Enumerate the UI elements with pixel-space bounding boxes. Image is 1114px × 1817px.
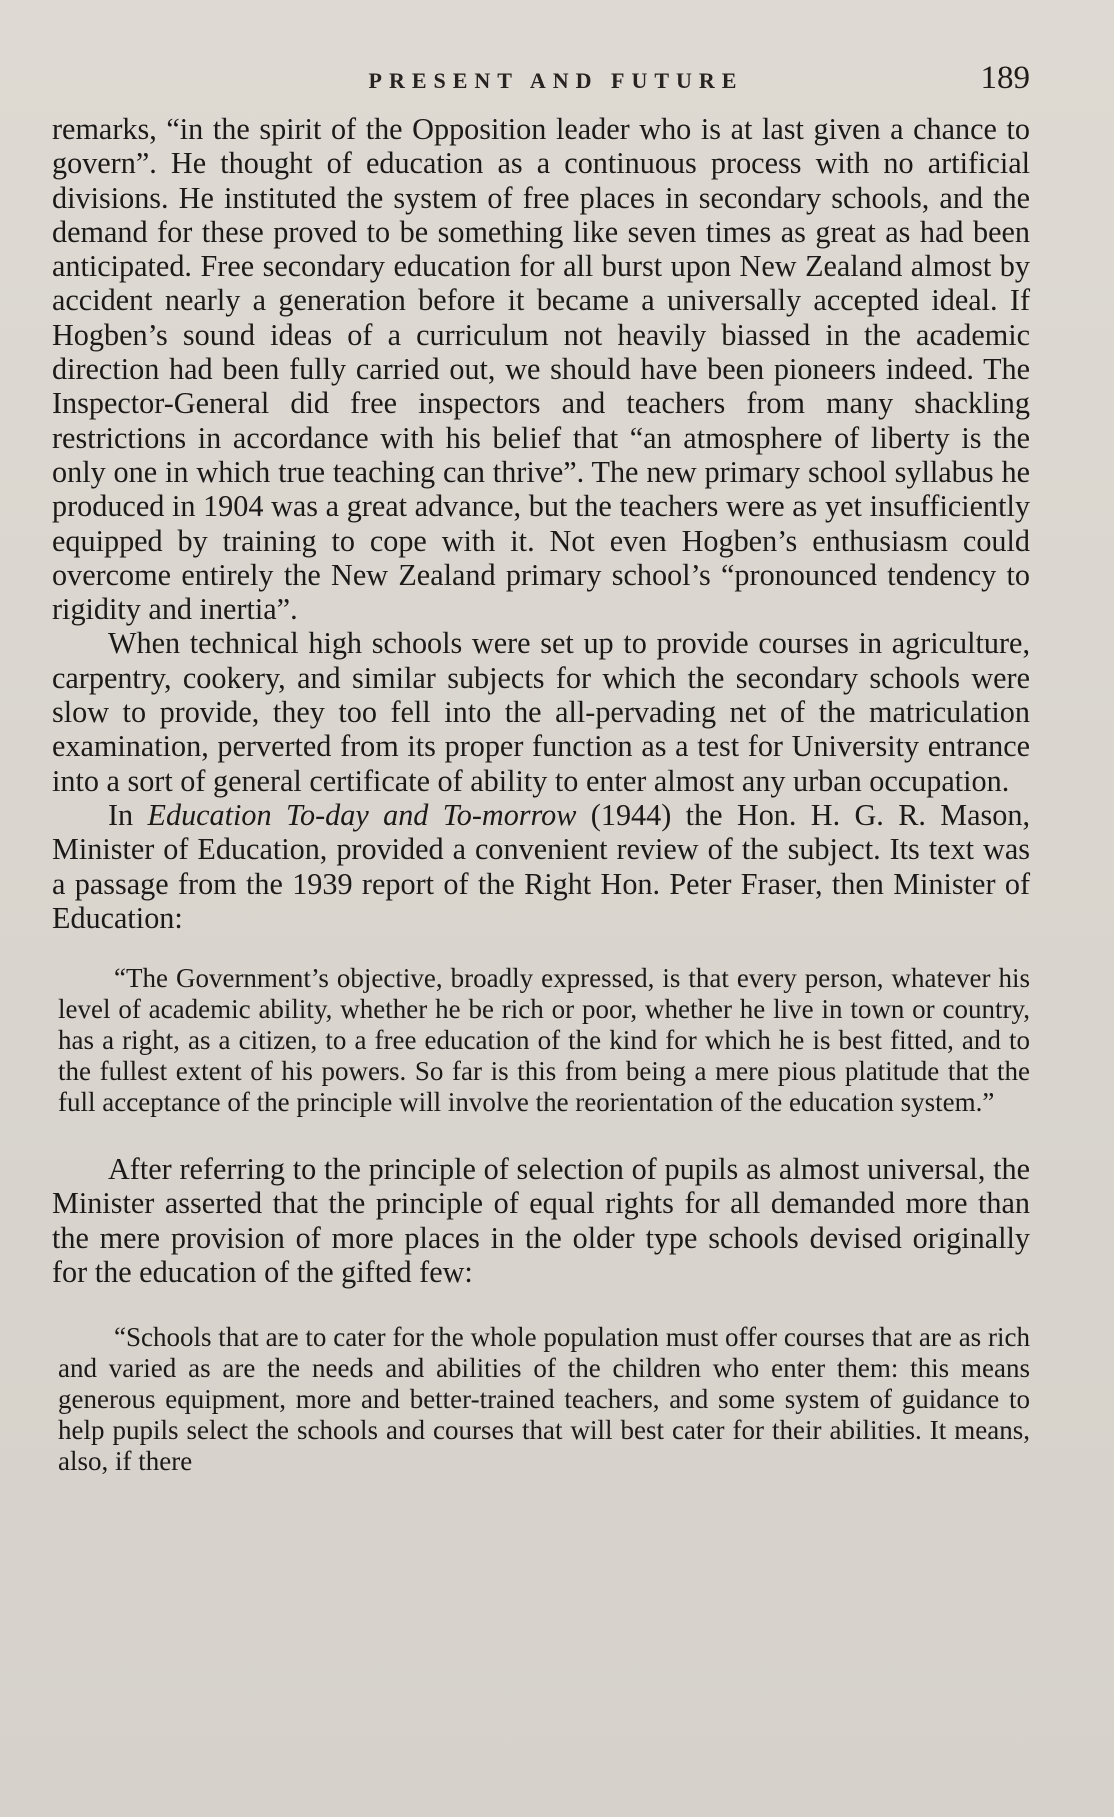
block-quote-1: “The Government’s objective, broadly expressed, is that every person, whatever his level of academic ability, whether he be rich or poor, whether he live in town or country, has a right, as a citizen, to a free education of the kind for which he is best fitted, and to the fullest extent of his powers. So far is this from being a mere pious platitude that the full acceptance of the principle will involve the reorientation of the education system.”: [58, 963, 1030, 1118]
page-header: [52, 60, 1030, 104]
running-head: PRESENT AND FUTURE: [368, 68, 744, 93]
paragraph-1: remarks, “in the spirit of the Opposition leader who is at last given a chance to govern”. He thought of education as a continuous process with no artificial divisions. He instituted the system of free places in secondary schools, and the demand for these proved to be something like seven times as great as had been anticipated. Free secondary education for all burst upon New Zealand almost by accident nearly a generation before it became a universally accepted ideal. If Hogben’s sound ideas of a curriculum not heavily biassed in the academic direction had been fully carried out, we should have been pioneers indeed. The Inspector-General did free inspectors and teachers from many shackling restrictions in accordance with his belief that “an atmosphere of liberty is the only one in which true teaching can thrive”. The new primary school syllabus he produced in 1904 was a great advance, but the teachers were as yet insufficiently equipped by training to cope with it. Not even Hogben’s enthusiasm could overcome entirely the New Zealand primary school’s “pronounced tendency to rigidity and inertia”.: [52, 112, 1030, 627]
spacer: [52, 1118, 1030, 1152]
paragraph-4: After referring to the principle of selection of pupils as almost universal, the Minister asserted that the principle of equal rights for all demanded more than the mere provision of more places in the older type schools devised originally for the education of the gifted few:: [52, 1152, 1030, 1290]
paragraph-3-rest: (1944) the Hon. H. G. R. Mason, Minister of Education, provided a convenient review of the subject. Its text was a passage from the 1939 report of the Right Hon. Peter Fraser, then Minister of Education:: [52, 797, 1031, 935]
book-title: Education To-day and To-morrow: [147, 797, 577, 832]
paragraph-2: When technical high schools were set up to provide courses in agriculture, carpentry, cookery, and similar subjects for which the secondary schools were slow to provide, they too fell into the all-pervading net of the matriculation examination, perverted from its proper function as a test for University entrance into a sort of general certificate of ability to enter almost any urban occupation.: [52, 626, 1030, 798]
spacer: [52, 1289, 1030, 1322]
spacer: [52, 935, 1030, 963]
block-quote-2: “Schools that are to cater for the whole population must offer courses that are as rich and varied as are the needs and abilities of the children who enter them: this means generous equipment, more and better-trained teachers, and some system of guidance to help pupils select the schools and courses that will best cater for their abilities. It means, also, if there: [58, 1322, 1030, 1477]
paragraph-3: [52, 798, 1030, 935]
page-number: 189: [980, 60, 1030, 96]
page-body: [52, 112, 1030, 1477]
paragraph-3-lead: In: [108, 797, 148, 832]
